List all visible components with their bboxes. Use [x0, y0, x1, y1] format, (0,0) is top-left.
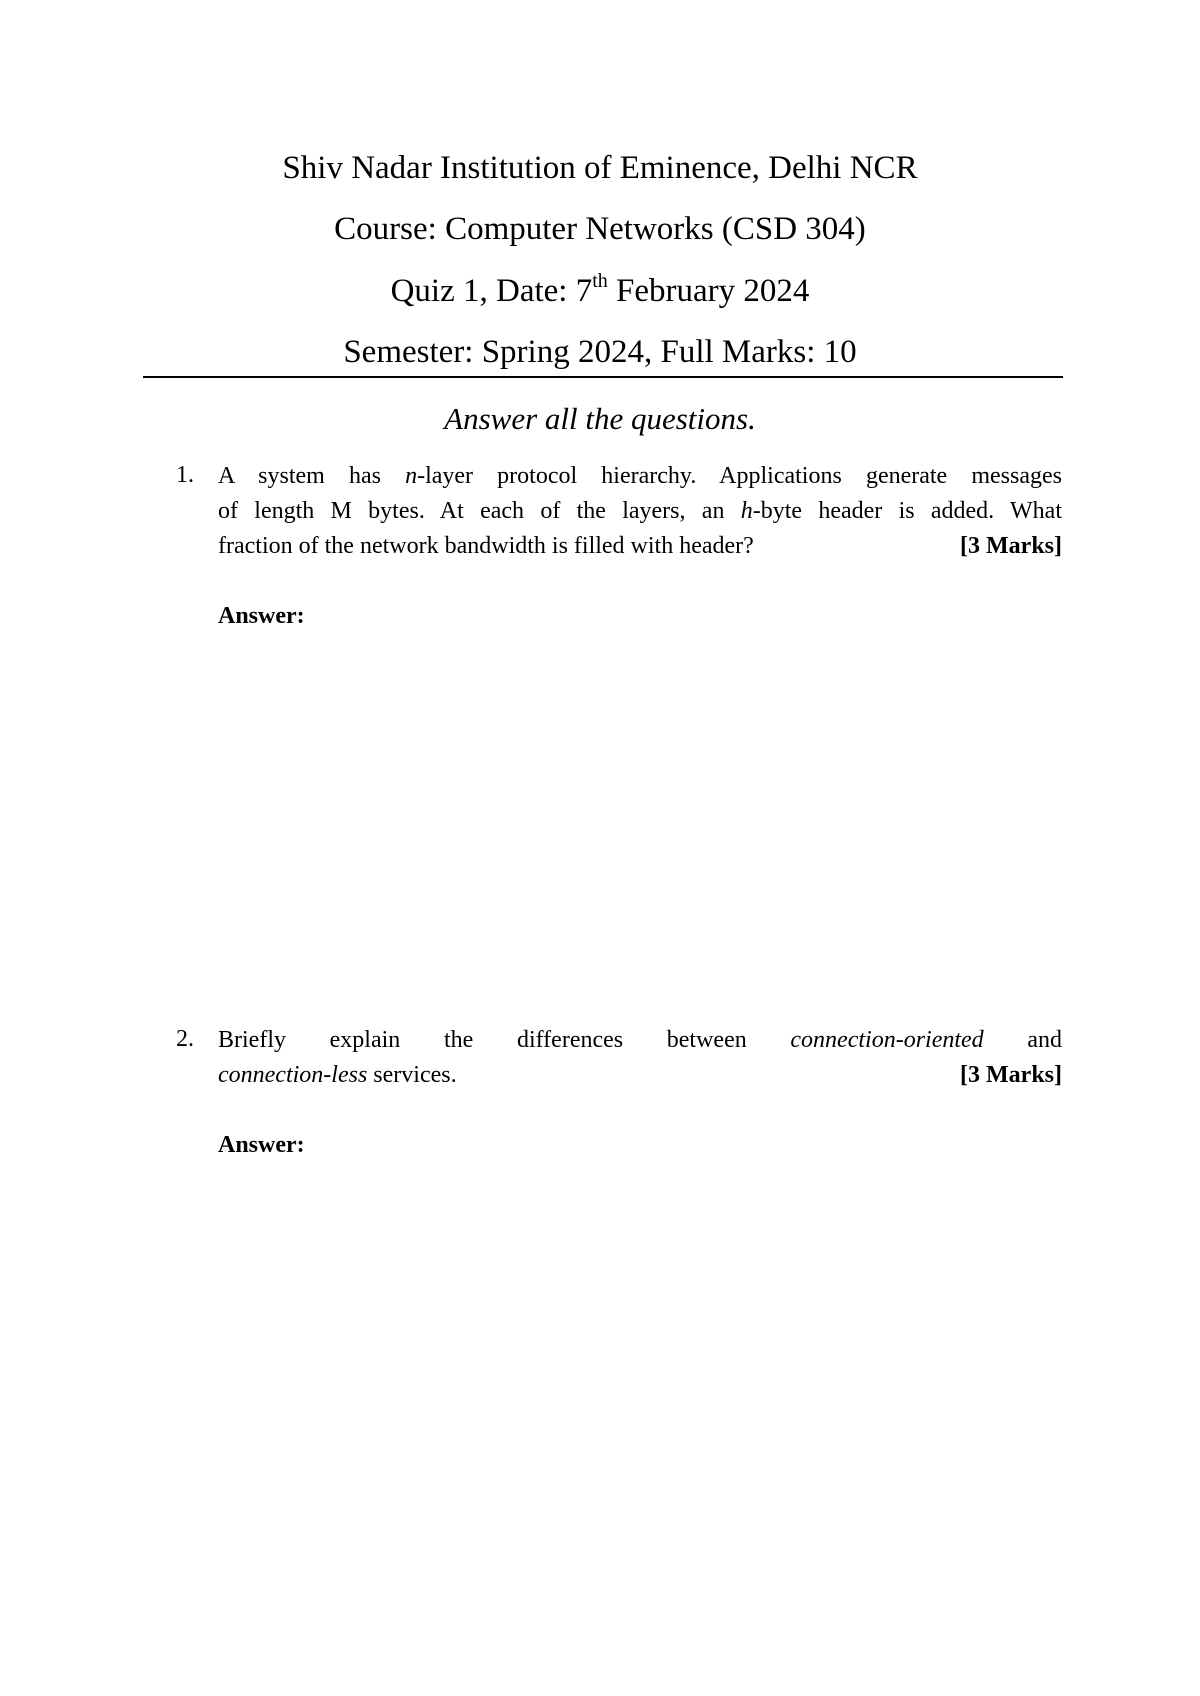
question-2-answer-label: Answer:	[218, 1132, 305, 1158]
quiz-date-suffix: February 2024	[607, 273, 810, 309]
quiz-date-sup: th	[592, 270, 608, 292]
q1-l1-a: A system has	[218, 463, 406, 489]
q1-l3: fraction of the network bandwidth is filled with header?	[218, 533, 754, 559]
semester-marks: Semester: Spring 2024, Full Marks: 10	[343, 334, 857, 370]
institution-title: Shiv Nadar Institution of Eminence, Delhi NCR	[282, 150, 918, 186]
question-2-number: 2.	[176, 1026, 194, 1052]
question-2-line-2	[218, 1058, 1062, 1093]
q1-l2-b: -byte header is added. What	[752, 498, 1062, 524]
question-1-line-2	[218, 494, 1062, 529]
q1-l1-b: -layer protocol hierarchy. Applications generate messages	[417, 463, 1062, 489]
q1-l2-a: of length M bytes. At each of the layers, an	[218, 498, 741, 524]
question-2-line-1	[218, 1023, 1062, 1058]
question-2-text	[218, 1023, 1062, 1093]
quiz-date-prefix: Quiz 1, Date: 7	[390, 273, 593, 309]
course-title: Course: Computer Networks (CSD 304)	[334, 211, 866, 247]
question-1-number: 1.	[176, 462, 194, 488]
q2-l2-b: services.	[367, 1062, 457, 1088]
quiz-date	[0, 270, 1200, 309]
question-1-line-3	[218, 529, 1062, 564]
question-1-line-1	[218, 459, 1062, 494]
question-1-answer-label: Answer:	[218, 603, 305, 629]
q2-connection-less: connection-less	[218, 1062, 368, 1088]
header-divider	[143, 376, 1063, 378]
q2-l1-a: Briefly explain the differences between	[218, 1027, 791, 1053]
question-1-text	[218, 459, 1062, 564]
q1-var-h: h	[740, 498, 753, 524]
q2-l1-b: and	[983, 1027, 1062, 1053]
q1-var-n: n	[405, 463, 418, 489]
q2-connection-oriented: connection-oriented	[790, 1027, 984, 1053]
question-1-marks: [3 Marks]	[960, 533, 1062, 559]
question-2-marks: [3 Marks]	[960, 1062, 1062, 1088]
instruction: Answer all the questions.	[444, 401, 756, 436]
